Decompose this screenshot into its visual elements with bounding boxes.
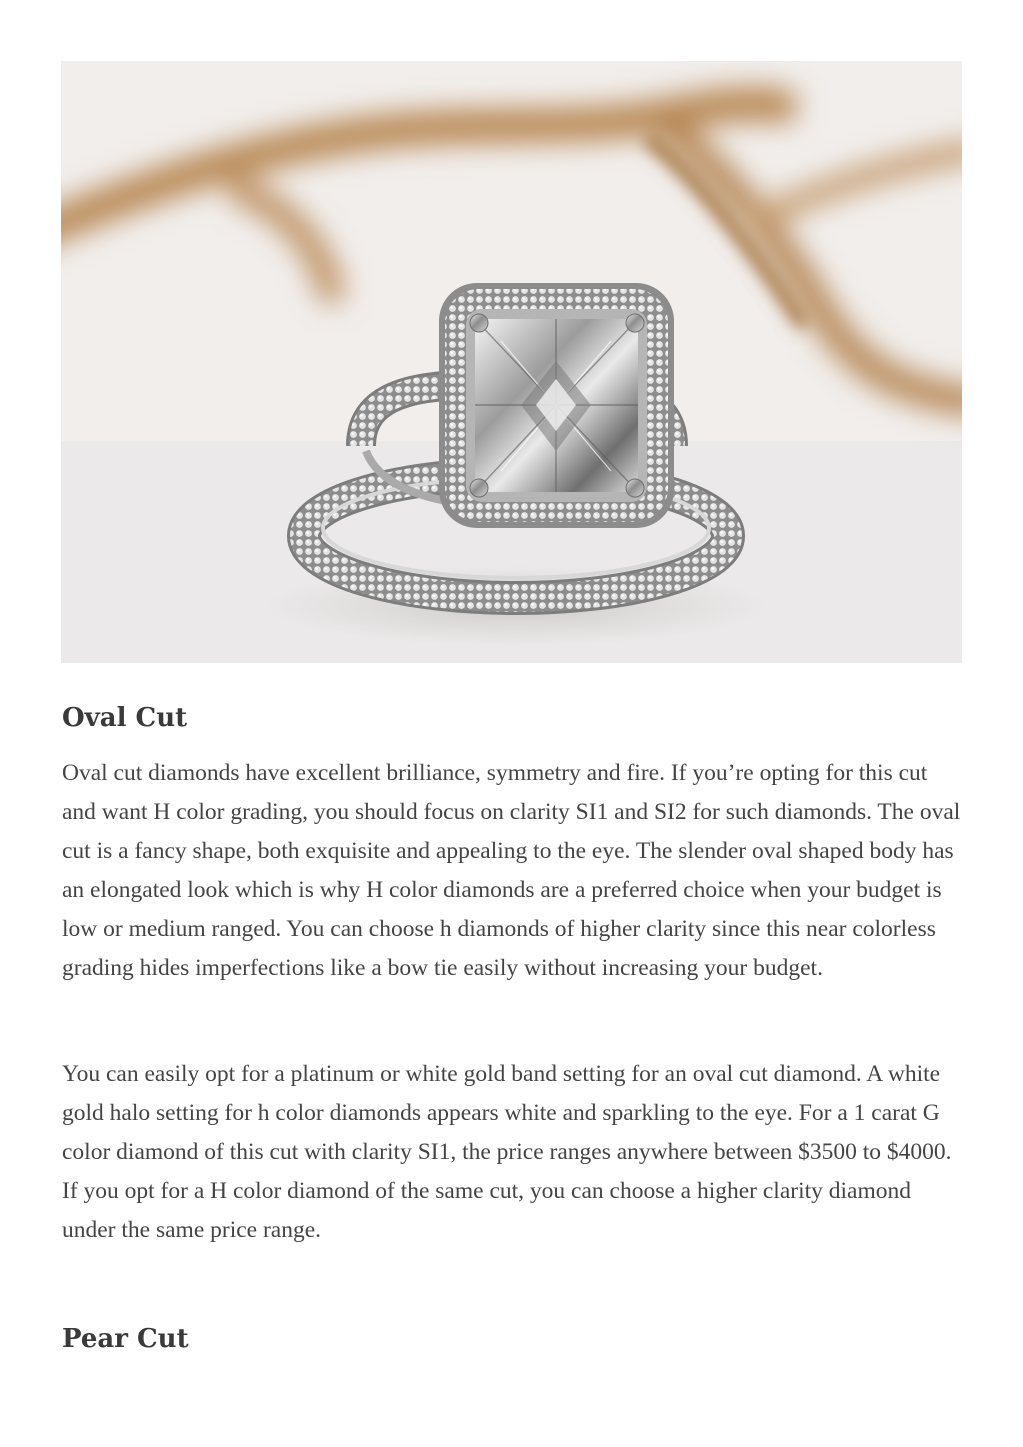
ring-photo <box>61 61 962 663</box>
center-diamond <box>475 319 638 492</box>
hero-image <box>61 61 962 663</box>
oval-cut-paragraph-1: Oval cut diamonds have excellent brilliance, symmetry and fire. If you’re opting for this cut and want H color grading, you should focus on clarity SI1 and SI2 for such diamonds. The oval cut is a fancy shape, both exquisite and appealing to the eye. The slender oval shaped body has an elongated look which is why H color diamonds are a preferred choice when your budget is low or medium ranged. You can choose h diamonds of higher clarity since this near colorless grading hides imperfections like a bow tie easily without increasing your budget. <box>62 760 961 981</box>
oval-cut-paragraph-2: You can easily opt for a platinum or white gold band setting for an oval cut diamond. A white gold halo setting for h color diamonds appears white and sparkling to the eye. For a 1 carat G color diamond of this cut with clarity SI1, the price ranges anywhere between $3500 to $4000. If you opt for a H color diamond of the same cut, you can choose a higher clarity diamond under the same price range. <box>62 1061 952 1243</box>
section-heading-pear-cut: Pear Cut <box>62 1324 189 1354</box>
section-heading-oval-cut: Oval Cut <box>62 703 188 733</box>
